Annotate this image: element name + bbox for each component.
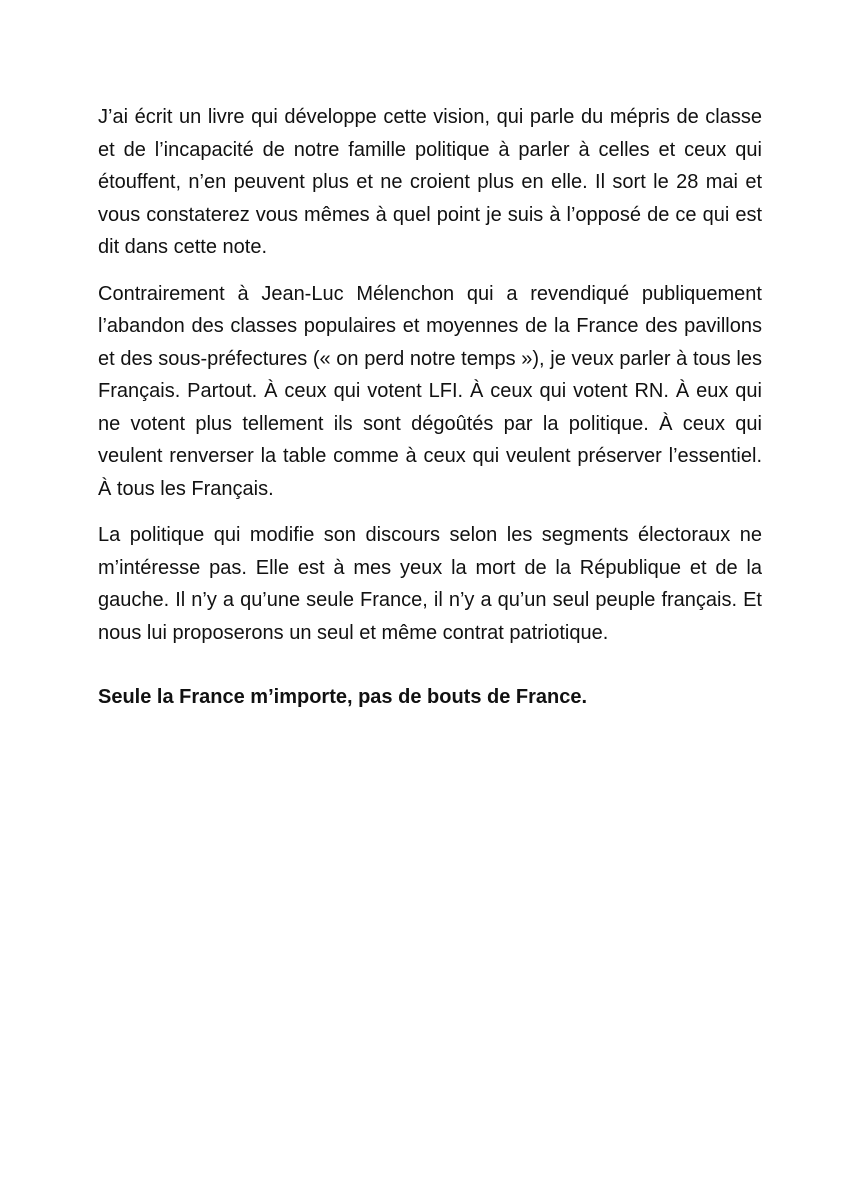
document-body	[98, 101, 762, 728]
paragraph-2: Contrairement à Jean-Luc Mélenchon qui a revendiqué publiquement l’abandon des classes populaires et moyennes de la France des pavillons et des sous-préfectures (« on perd notre temps »), je veux parler à tous les Français. Partout. À ceux qui votent LFI. À ceux qui votent RN. À eux qui ne votent plus tellement ils sont dégoûtés par la politique. À ceux qui veulent renverser la table comme à ceux qui veulent préserver l’essentiel. À tous les Français.	[98, 282, 762, 500]
paragraph-1: J’ai écrit un livre qui développe cette vision, qui parle du mépris de classe et de l’incapacité de notre famille politique à parler à celles et ceux qui étouffent, n’en peuvent plus et ne croient plus en elle. Il sort le 28 mai et vous constaterez vous mêmes à quel point je suis à l’opposé de ce qui est dit dans cette note.	[98, 106, 762, 258]
closing-statement: Seule la France m’importe, pas de bouts de France.	[98, 686, 588, 708]
paragraph-3: La politique qui modifie son discours selon les segments électoraux ne m’intéresse pas. Elle est à mes yeux la mort de la République et de la gauche. Il n’y a qu’une seule France, il n’y a qu’un seul peuple français. Et nous lui proposerons un seul et même contrat patriotique.	[98, 524, 762, 644]
